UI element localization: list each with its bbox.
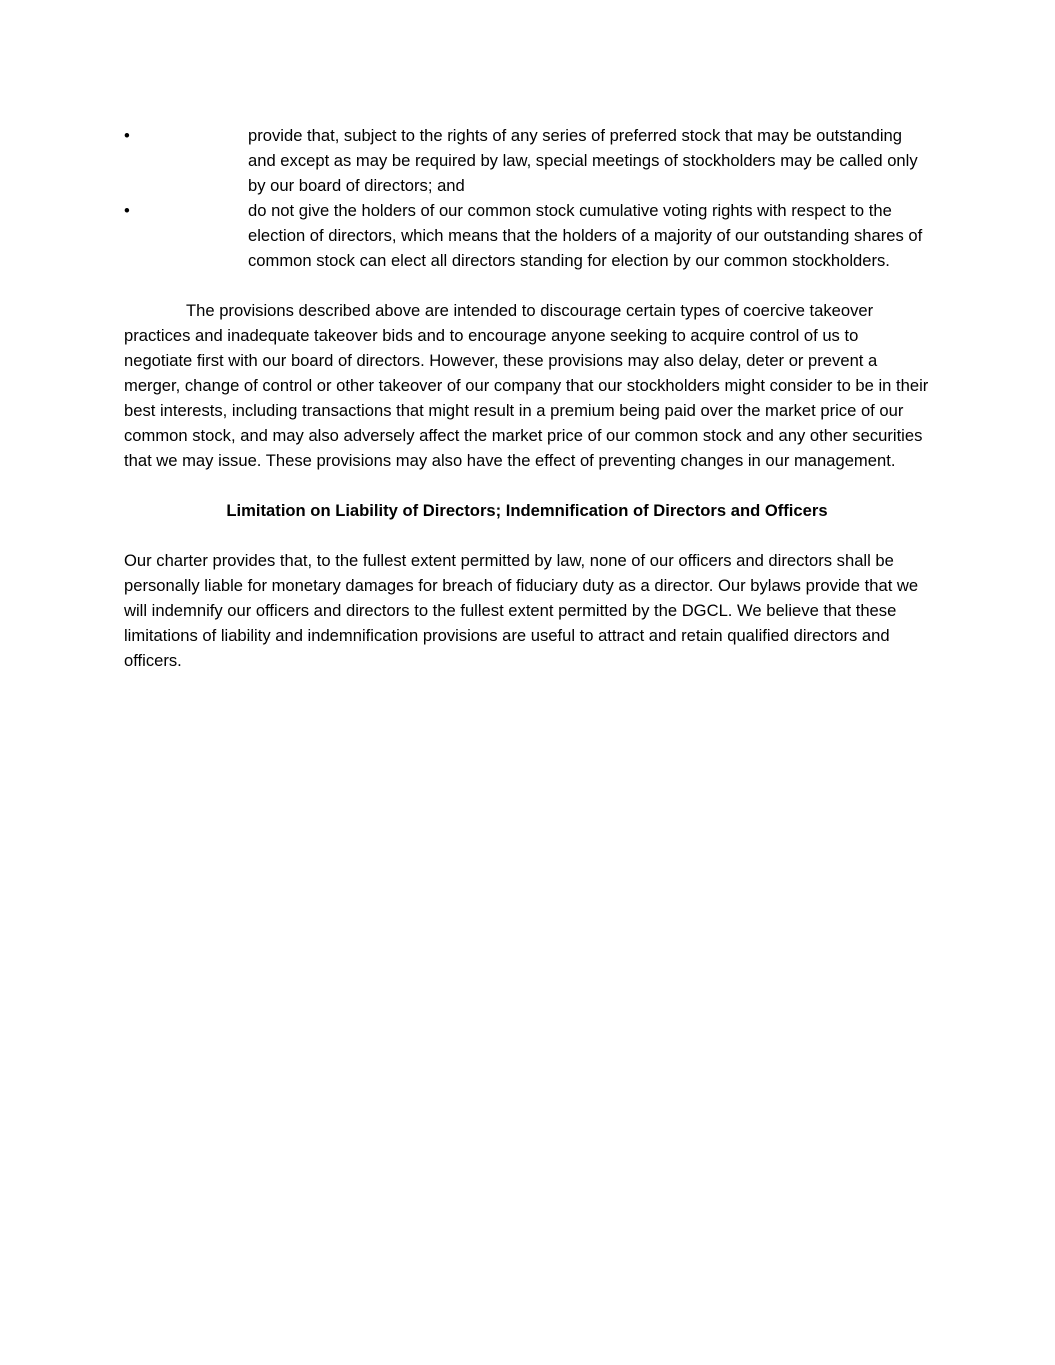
paragraph-takeover-provisions: The provisions described above are intended to discourage certain types of coercive takeover practices and inadequate takeover bids and to encourage anyone seeking to acquire control of us to negotiate first with our board of directors. However, these provisions may also delay, deter or prevent a merger, change of control or other takeover of our company that our stockholders might consider to be in their best interests, including transactions that might result in a premium being paid over the market price of our common stock, and may also adversely affect the market price of our common stock and any other securities that we may issue. These provisions may also have the effect of preventing changes in our management. xyxy=(124,301,929,470)
bullet-item-special-meetings xyxy=(124,123,930,198)
document-page xyxy=(124,123,930,673)
bullet-item-cumulative-voting xyxy=(124,198,930,273)
bullet-text: provide that, subject to the rights of any series of preferred stock that may be outstanding and except as may be required by law, special meetings of stockholders may be called only by our board of directors; and xyxy=(248,126,918,195)
bullet-text: do not give the holders of our common stock cumulative voting rights with respect to the election of directors, which means that the holders of a majority of our outstanding shares of common stock can elect all directors standing for election by our common stockholders. xyxy=(248,201,923,270)
bullet-marker: • xyxy=(124,201,130,220)
spacer xyxy=(124,523,930,548)
section-heading: Limitation on Liability of Directors; Indemnification of Directors and Officers xyxy=(226,501,828,520)
spacer xyxy=(124,273,930,298)
spacer xyxy=(124,473,930,498)
bullet-marker: • xyxy=(124,126,130,145)
paragraph-liability-indemnification: Our charter provides that, to the fullest extent permitted by law, none of our officers and directors shall be personally liable for monetary damages for breach of fiduciary duty as a director. Our bylaws provide that we will indemnify our officers and directors to the fullest extent permitted by the DGCL. We believe that these limitations of liability and indemnification provisions are useful to attract and retain qualified directors and officers. xyxy=(124,551,919,670)
